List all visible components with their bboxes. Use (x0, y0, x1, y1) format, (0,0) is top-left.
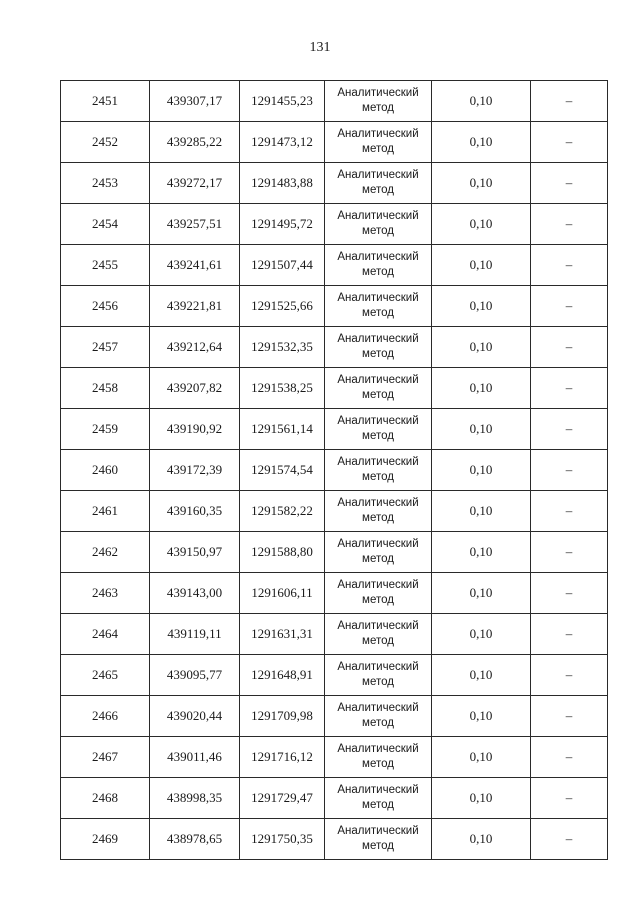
y-coordinate-cell: 1291473,12 (240, 122, 325, 163)
point-number-cell: 2451 (61, 81, 150, 122)
method-line-2: метод (362, 348, 394, 360)
accuracy-cell: 0,10 (432, 450, 531, 491)
note-cell: – (531, 450, 608, 491)
accuracy-cell: 0,10 (432, 778, 531, 819)
accuracy-cell: 0,10 (432, 368, 531, 409)
x-coordinate-cell: 439143,00 (150, 573, 240, 614)
coordinates-table (60, 80, 608, 860)
y-coordinate-cell: 1291507,44 (240, 245, 325, 286)
method-line-1: Аналитический (337, 415, 419, 427)
x-coordinate-cell: 439221,81 (150, 286, 240, 327)
method-cell (325, 491, 432, 532)
table-row (61, 204, 608, 245)
method-line-2: метод (362, 758, 394, 770)
y-coordinate-cell: 1291574,54 (240, 450, 325, 491)
method-line-1: Аналитический (337, 333, 419, 345)
method-cell (325, 122, 432, 163)
x-coordinate-cell: 439095,77 (150, 655, 240, 696)
note-cell: – (531, 204, 608, 245)
point-number-cell: 2460 (61, 450, 150, 491)
method-cell (325, 532, 432, 573)
y-coordinate-cell: 1291483,88 (240, 163, 325, 204)
method-line-1: Аналитический (337, 251, 419, 263)
x-coordinate-cell: 439241,61 (150, 245, 240, 286)
note-cell: – (531, 491, 608, 532)
table-row (61, 163, 608, 204)
method-line-1: Аналитический (337, 497, 419, 509)
method-line-2: метод (362, 717, 394, 729)
method-line-2: метод (362, 471, 394, 483)
method-line-2: метод (362, 553, 394, 565)
coordinates-table-body (61, 81, 608, 860)
method-line-2: метод (362, 184, 394, 196)
table-row (61, 655, 608, 696)
accuracy-cell: 0,10 (432, 204, 531, 245)
x-coordinate-cell: 439212,64 (150, 327, 240, 368)
table-row (61, 696, 608, 737)
method-line-1: Аналитический (337, 825, 419, 837)
y-coordinate-cell: 1291606,11 (240, 573, 325, 614)
method-line-2: метод (362, 799, 394, 811)
x-coordinate-cell: 439020,44 (150, 696, 240, 737)
method-line-2: метод (362, 225, 394, 237)
point-number-cell: 2452 (61, 122, 150, 163)
method-line-1: Аналитический (337, 784, 419, 796)
point-number-cell: 2462 (61, 532, 150, 573)
method-line-2: метод (362, 512, 394, 524)
x-coordinate-cell: 439257,51 (150, 204, 240, 245)
x-coordinate-cell: 439190,92 (150, 409, 240, 450)
method-cell (325, 573, 432, 614)
accuracy-cell: 0,10 (432, 327, 531, 368)
table-row (61, 409, 608, 450)
accuracy-cell: 0,10 (432, 655, 531, 696)
note-cell: – (531, 327, 608, 368)
method-line-2: метод (362, 840, 394, 852)
note-cell: – (531, 368, 608, 409)
point-number-cell: 2457 (61, 327, 150, 368)
y-coordinate-cell: 1291538,25 (240, 368, 325, 409)
note-cell: – (531, 409, 608, 450)
method-line-1: Аналитический (337, 128, 419, 140)
note-cell: – (531, 245, 608, 286)
x-coordinate-cell: 439160,35 (150, 491, 240, 532)
y-coordinate-cell: 1291532,35 (240, 327, 325, 368)
method-line-2: метод (362, 389, 394, 401)
x-coordinate-cell: 439207,82 (150, 368, 240, 409)
table-row (61, 450, 608, 491)
x-coordinate-cell: 438978,65 (150, 819, 240, 860)
method-cell (325, 655, 432, 696)
note-cell: – (531, 286, 608, 327)
note-cell: – (531, 696, 608, 737)
method-line-1: Аналитический (337, 87, 419, 99)
y-coordinate-cell: 1291495,72 (240, 204, 325, 245)
y-coordinate-cell: 1291588,80 (240, 532, 325, 573)
method-cell (325, 696, 432, 737)
method-cell (325, 286, 432, 327)
method-cell (325, 450, 432, 491)
y-coordinate-cell: 1291455,23 (240, 81, 325, 122)
table-row (61, 368, 608, 409)
y-coordinate-cell: 1291582,22 (240, 491, 325, 532)
note-cell: – (531, 532, 608, 573)
method-line-1: Аналитический (337, 374, 419, 386)
point-number-cell: 2455 (61, 245, 150, 286)
method-line-2: метод (362, 102, 394, 114)
accuracy-cell: 0,10 (432, 81, 531, 122)
method-cell (325, 163, 432, 204)
table-row (61, 245, 608, 286)
y-coordinate-cell: 1291631,31 (240, 614, 325, 655)
accuracy-cell: 0,10 (432, 122, 531, 163)
point-number-cell: 2465 (61, 655, 150, 696)
method-line-1: Аналитический (337, 210, 419, 222)
accuracy-cell: 0,10 (432, 614, 531, 655)
y-coordinate-cell: 1291716,12 (240, 737, 325, 778)
y-coordinate-cell: 1291750,35 (240, 819, 325, 860)
table-row (61, 122, 608, 163)
method-line-1: Аналитический (337, 169, 419, 181)
table-row (61, 737, 608, 778)
note-cell: – (531, 614, 608, 655)
method-cell (325, 778, 432, 819)
note-cell: – (531, 573, 608, 614)
table-row (61, 532, 608, 573)
x-coordinate-cell: 439285,22 (150, 122, 240, 163)
point-number-cell: 2469 (61, 819, 150, 860)
method-cell (325, 614, 432, 655)
y-coordinate-cell: 1291561,14 (240, 409, 325, 450)
note-cell: – (531, 655, 608, 696)
table-row (61, 614, 608, 655)
accuracy-cell: 0,10 (432, 532, 531, 573)
note-cell: – (531, 122, 608, 163)
x-coordinate-cell: 439272,17 (150, 163, 240, 204)
method-cell (325, 327, 432, 368)
page-number: 131 (309, 40, 331, 55)
point-number-cell: 2468 (61, 778, 150, 819)
method-cell (325, 409, 432, 450)
point-number-cell: 2461 (61, 491, 150, 532)
point-number-cell: 2464 (61, 614, 150, 655)
accuracy-cell: 0,10 (432, 409, 531, 450)
method-line-2: метод (362, 307, 394, 319)
table-row (61, 81, 608, 122)
y-coordinate-cell: 1291729,47 (240, 778, 325, 819)
method-line-1: Аналитический (337, 661, 419, 673)
method-cell (325, 245, 432, 286)
method-line-1: Аналитический (337, 456, 419, 468)
point-number-cell: 2453 (61, 163, 150, 204)
point-number-cell: 2463 (61, 573, 150, 614)
method-line-2: метод (362, 430, 394, 442)
x-coordinate-cell: 439172,39 (150, 450, 240, 491)
table-row (61, 286, 608, 327)
y-coordinate-cell: 1291525,66 (240, 286, 325, 327)
point-number-cell: 2456 (61, 286, 150, 327)
note-cell: – (531, 81, 608, 122)
table-row (61, 573, 608, 614)
method-line-2: метод (362, 594, 394, 606)
accuracy-cell: 0,10 (432, 245, 531, 286)
method-line-2: метод (362, 266, 394, 278)
method-line-1: Аналитический (337, 579, 419, 591)
method-cell (325, 204, 432, 245)
x-coordinate-cell: 439150,97 (150, 532, 240, 573)
x-coordinate-cell: 439119,11 (150, 614, 240, 655)
point-number-cell: 2459 (61, 409, 150, 450)
method-line-2: метод (362, 635, 394, 647)
method-cell (325, 368, 432, 409)
table-row (61, 819, 608, 860)
accuracy-cell: 0,10 (432, 163, 531, 204)
table-row (61, 327, 608, 368)
method-cell (325, 737, 432, 778)
method-line-1: Аналитический (337, 538, 419, 550)
method-line-2: метод (362, 676, 394, 688)
accuracy-cell: 0,10 (432, 819, 531, 860)
method-line-1: Аналитический (337, 702, 419, 714)
accuracy-cell: 0,10 (432, 737, 531, 778)
accuracy-cell: 0,10 (432, 573, 531, 614)
accuracy-cell: 0,10 (432, 286, 531, 327)
table-row (61, 778, 608, 819)
accuracy-cell: 0,10 (432, 491, 531, 532)
point-number-cell: 2454 (61, 204, 150, 245)
table-row (61, 491, 608, 532)
method-line-1: Аналитический (337, 743, 419, 755)
x-coordinate-cell: 439307,17 (150, 81, 240, 122)
point-number-cell: 2466 (61, 696, 150, 737)
accuracy-cell: 0,10 (432, 696, 531, 737)
x-coordinate-cell: 439011,46 (150, 737, 240, 778)
method-line-2: метод (362, 143, 394, 155)
method-line-1: Аналитический (337, 620, 419, 632)
note-cell: – (531, 778, 608, 819)
note-cell: – (531, 819, 608, 860)
method-cell (325, 819, 432, 860)
point-number-cell: 2458 (61, 368, 150, 409)
note-cell: – (531, 163, 608, 204)
x-coordinate-cell: 438998,35 (150, 778, 240, 819)
point-number-cell: 2467 (61, 737, 150, 778)
method-cell (325, 81, 432, 122)
y-coordinate-cell: 1291709,98 (240, 696, 325, 737)
method-line-1: Аналитический (337, 292, 419, 304)
note-cell: – (531, 737, 608, 778)
y-coordinate-cell: 1291648,91 (240, 655, 325, 696)
